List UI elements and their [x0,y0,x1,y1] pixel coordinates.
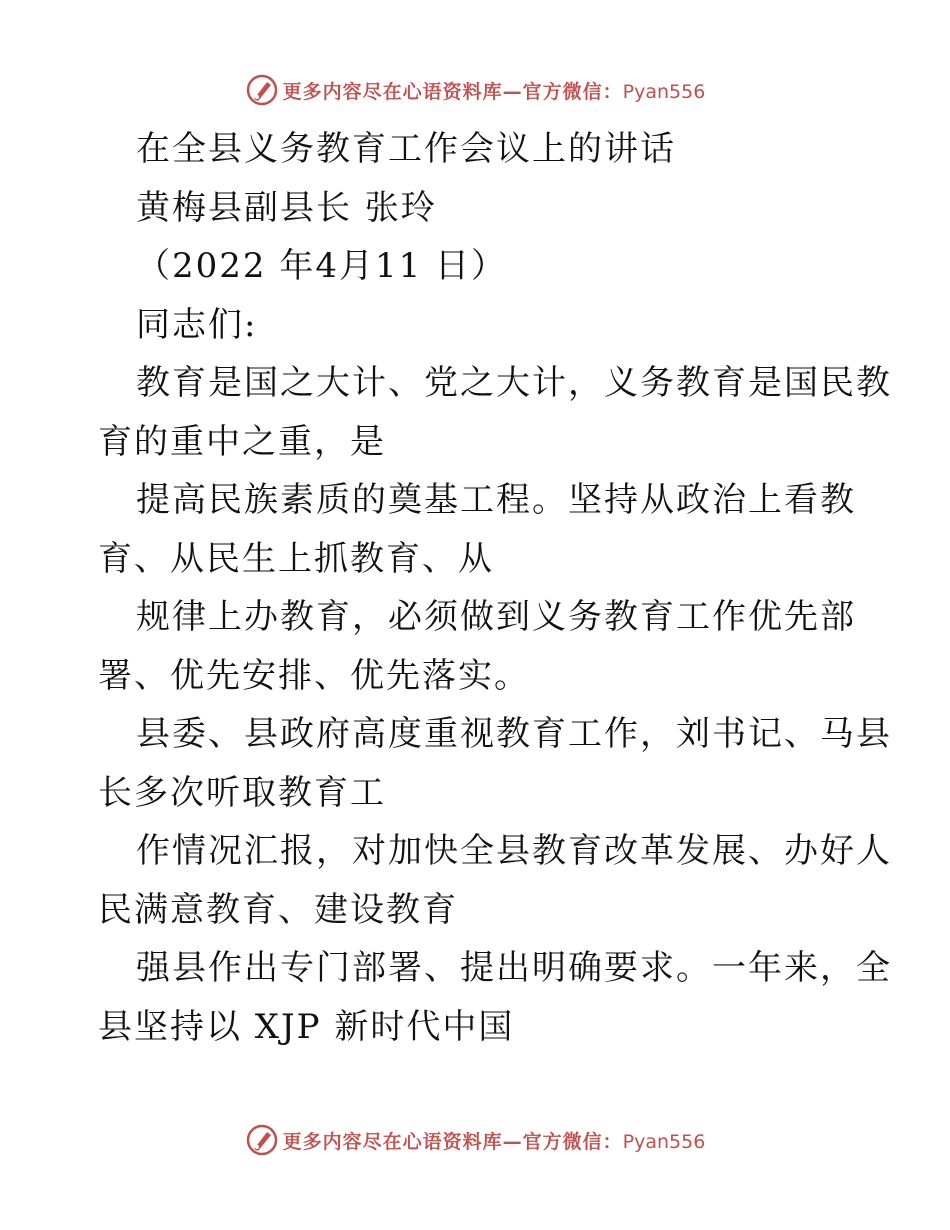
pen-circle-logo-icon [245,73,279,107]
paragraph-line: 育、从民生上抓教育、从 [98,538,494,579]
date-line: （2022 年4月11 日） [136,246,508,286]
watermark-text: 更多内容尽在心语资料库—官方微信：Pyan556 [282,1130,706,1153]
paragraph-line: 规律上办教育，必须做到义务教育工作优先部 [136,597,856,637]
footer-watermark [0,1122,950,1158]
watermark-text: 更多内容尽在心语资料库—官方微信：Pyan556 [282,80,706,103]
paragraph-line: 强县作出专门部署、提出明确要求。一年来，全 [136,948,892,988]
paragraph-line: 育的重中之重，是 [98,421,386,462]
paragraph-line: 县委、县政府高度重视教育工作，刘书记、马县 [136,714,892,754]
paragraph-line: 县坚持以 XJP 新时代中国 [98,1006,515,1047]
paragraph-line: 长多次听取教育工 [98,772,386,813]
pen-circle-logo-icon [245,1123,279,1157]
paragraph-line: 作情况汇报，对加快全县教育改革发展、办好人 [136,831,892,871]
paragraph-line: 署、优先安排、优先落实。 [98,655,530,696]
paragraph-line: 提高民族素质的奠基工程。坚持从政治上看教 [136,480,856,520]
header-watermark [0,72,950,108]
salutation: 同志们: [136,304,258,345]
speech-title: 在全县义务教育工作会议上的讲话 [136,129,676,169]
speaker-line: 黄梅县副县长 张玲 [136,187,437,228]
paragraph-line: 教育是国之大计、党之大计，义务教育是国民教 [136,363,892,403]
paragraph-line: 民满意教育、建设教育 [98,889,458,930]
document-body [98,120,892,1056]
